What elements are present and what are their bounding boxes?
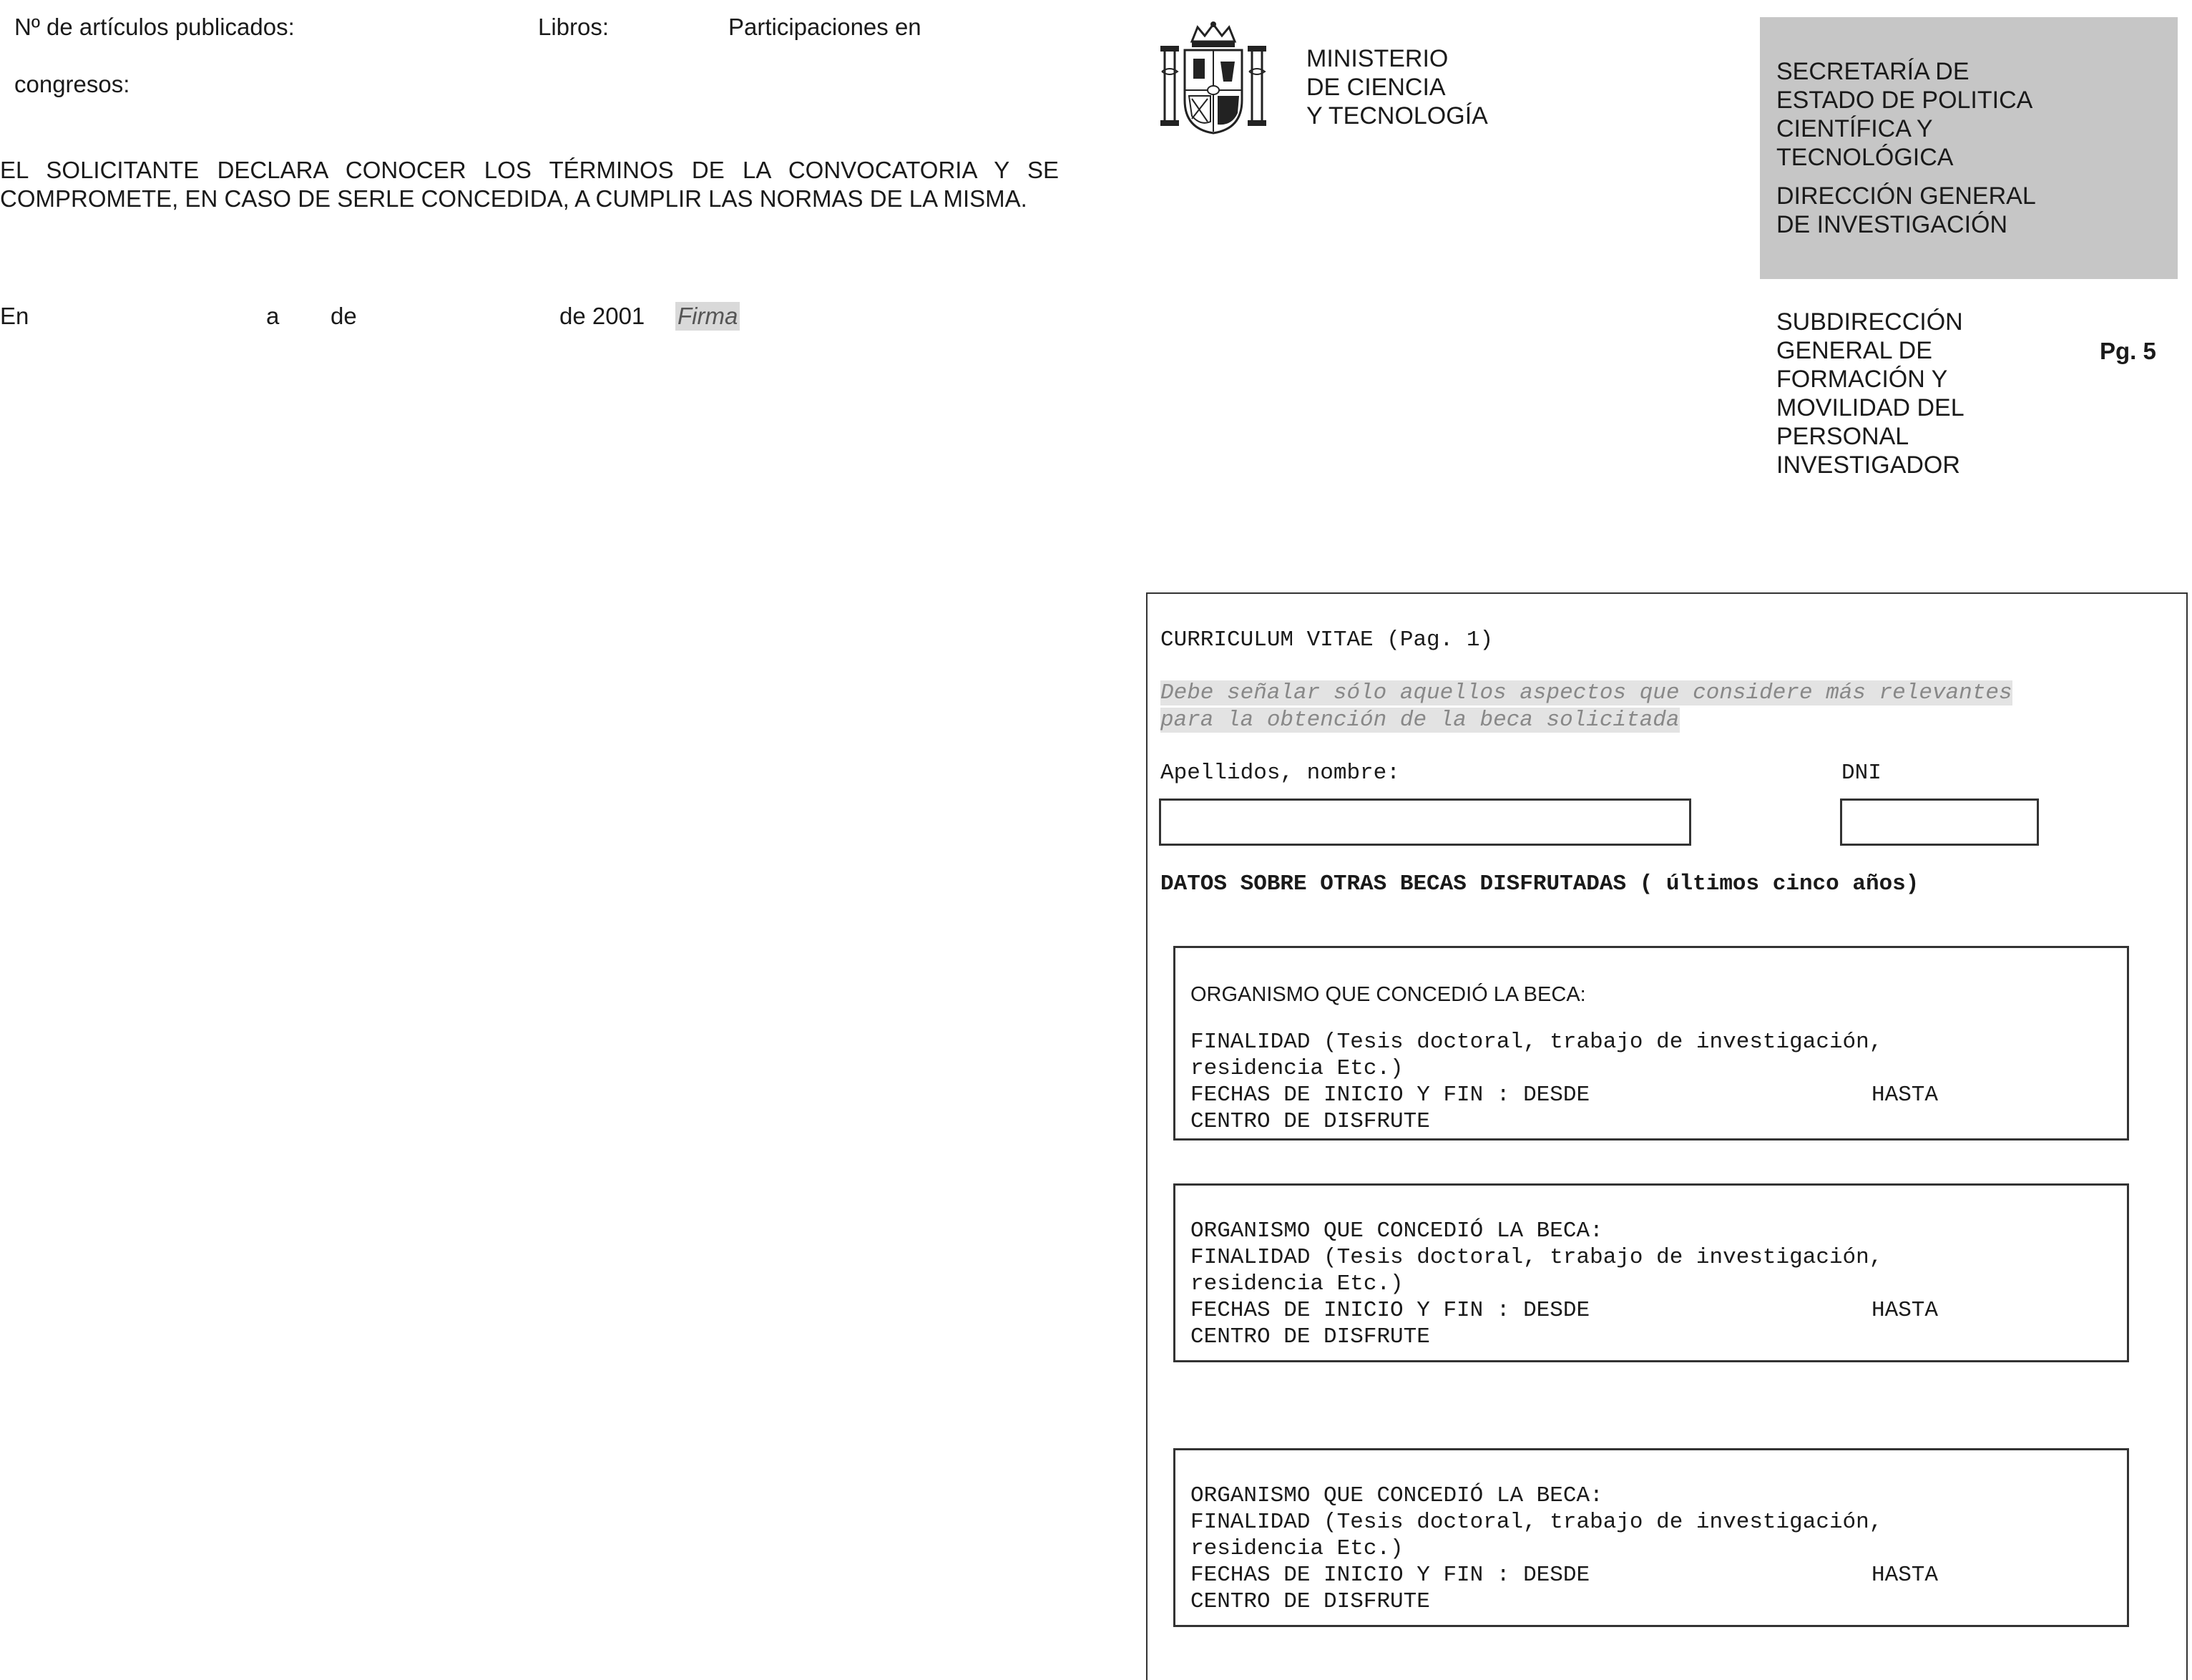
beca-finalidad-cont: residencia Etc.) (1190, 1536, 1404, 1561)
ministry-line-2: DE CIENCIA (1306, 74, 1446, 101)
beca-organismo: ORGANISMO QUE CONCEDIÓ LA BECA: (1190, 983, 1586, 1006)
beca-hasta: HASTA (1871, 1298, 1939, 1323)
ministry-name (1306, 44, 1488, 130)
beca-organismo: ORGANISMO QUE CONCEDIÓ LA BECA: (1190, 1483, 1603, 1508)
participaciones-label: Participaciones en (728, 14, 921, 40)
beca-centro: CENTRO DE DISFRUTE (1190, 1589, 1430, 1614)
cv-note-line-2: para la obtención de la beca solicitada (1160, 708, 1680, 733)
secretaria-line-4: TECNOLÓGICA (1776, 144, 1954, 171)
ministry-line-1: MINISTERIO (1306, 45, 1449, 72)
apellidos-label: Apellidos, nombre: (1160, 761, 1400, 786)
direccion-line-1: DIRECCIÓN GENERAL (1776, 182, 2036, 210)
subdireccion-line-4: MOVILIDAD DEL (1776, 394, 1965, 421)
apellidos-input[interactable] (1159, 799, 1691, 846)
ministry-line-3: Y TECNOLOGÍA (1306, 102, 1488, 130)
beca-organismo: ORGANISMO QUE CONCEDIÓ LA BECA: (1190, 1219, 1603, 1244)
subdireccion-line-6: INVESTIGADOR (1776, 451, 1960, 479)
direccion-text (1776, 182, 2036, 239)
beca-centro: CENTRO DE DISFRUTE (1190, 1109, 1430, 1134)
beca-finalidad: FINALIDAD (Tesis doctoral, trabajo de investigación, (1190, 1510, 1883, 1535)
secretaria-text (1776, 57, 2032, 172)
day-connector-label: a (266, 303, 280, 329)
spanish-coat-of-arms-icon (1158, 21, 1269, 136)
subdireccion-line-5: PERSONAL (1776, 423, 1909, 450)
beca-hasta: HASTA (1871, 1083, 1939, 1108)
dni-label: DNI (1841, 761, 1882, 786)
declaration-text: EL SOLICITANTE DECLARA CONOCER LOS TÉRMINOS DE LA CONVOCATORIA Y SE COMPROMETE, EN CASO DE SERLE CONCEDIDA, A CUMPLIR LAS NORMAS DE LA MISMA. (0, 157, 1059, 212)
becas-section-title: DATOS SOBRE OTRAS BECAS DISFRUTADAS ( últimos cinco años) (1160, 871, 1919, 897)
dni-input[interactable] (1840, 799, 2039, 846)
secretaria-line-2: ESTADO DE POLITICA (1776, 87, 2033, 114)
page-number: Pg. 5 (2100, 338, 2156, 364)
libros-label: Libros: (538, 14, 610, 40)
beca-fechas: FECHAS DE INICIO Y FIN : DESDE (1190, 1083, 1590, 1108)
beca-fechas: FECHAS DE INICIO Y FIN : DESDE (1190, 1298, 1590, 1323)
beca-centro: CENTRO DE DISFRUTE (1190, 1324, 1430, 1349)
congresos-label: congresos: (14, 71, 130, 97)
direccion-line-2: DE INVESTIGACIÓN (1776, 211, 2008, 238)
beca-finalidad: FINALIDAD (Tesis doctoral, trabajo de investigación, (1190, 1030, 1883, 1055)
beca-fechas: FECHAS DE INICIO Y FIN : DESDE (1190, 1563, 1590, 1588)
subdireccion-line-1: SUBDIRECCIÓN (1776, 308, 1963, 336)
articulos-label: Nº de artículos publicados: (14, 14, 295, 40)
beca-finalidad-cont: residencia Etc.) (1190, 1056, 1404, 1081)
cv-note-line-1: Debe señalar sólo aquellos aspectos que considere más relevantes (1160, 680, 2012, 705)
beca-hasta: HASTA (1871, 1563, 1939, 1588)
cv-title: CURRICULUM VITAE (Pag. 1) (1160, 627, 1494, 653)
place-label: En (0, 303, 29, 329)
secretaria-line-3: CIENTÍFICA Y (1776, 115, 1933, 142)
subdireccion-text (1776, 308, 1965, 479)
year-label: de 2001 (559, 303, 645, 329)
cv-instructions (1160, 680, 2012, 734)
month-connector-label: de (331, 303, 357, 329)
signature-field[interactable]: Firma (675, 302, 740, 331)
subdireccion-line-2: GENERAL DE (1776, 337, 1932, 364)
beca-finalidad: FINALIDAD (Tesis doctoral, trabajo de investigación, (1190, 1245, 1883, 1270)
beca-finalidad-cont: residencia Etc.) (1190, 1271, 1404, 1296)
subdireccion-line-3: FORMACIÓN Y (1776, 366, 1948, 393)
secretaria-line-1: SECRETARÍA DE (1776, 58, 1970, 85)
